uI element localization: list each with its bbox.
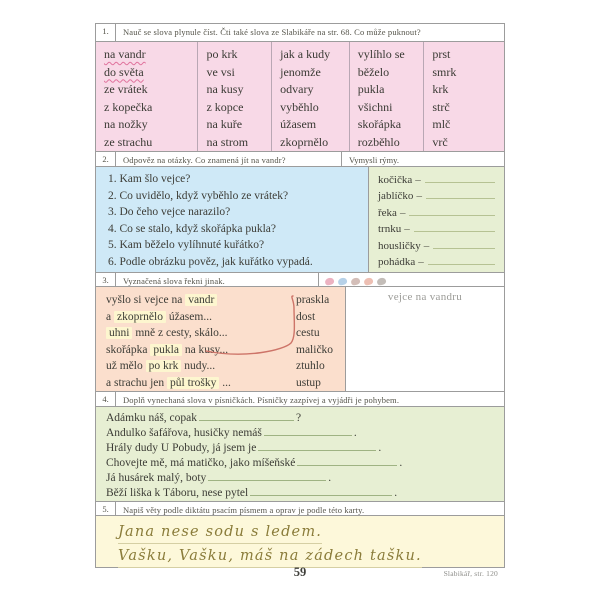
word: na nožky: [104, 117, 148, 131]
section1-instruction: Nauč se slova plynule číst. Čti také slova ze Slabikáře na str. 68. Co může puknout?: [123, 26, 421, 37]
question-item: 6. Podle obrázku pověz, jak kuřátko vypadá.: [108, 255, 313, 268]
answer-line: [426, 188, 495, 199]
highlighted-word: uhni: [106, 327, 132, 339]
dash: –: [399, 206, 406, 219]
word: na kuře: [206, 117, 243, 131]
word: do světa: [104, 64, 144, 79]
word: prst: [432, 47, 451, 61]
song-line: [106, 426, 504, 441]
page-number: 59: [293, 565, 307, 579]
line-text: nudy...: [181, 360, 216, 372]
source-reference: Slabikář, str. 120: [443, 569, 498, 578]
synonym-word: praskla: [296, 294, 330, 306]
word-column-5: [424, 42, 504, 151]
section2-header: [96, 152, 504, 167]
question-item: 1. Kam šlo vejce?: [108, 173, 191, 185]
fill-blank-line: [208, 471, 326, 481]
word: zkoprnělo: [280, 134, 329, 149]
song-text: Hrály dudy U Pobudy, já jsem je: [106, 442, 257, 455]
line-text: už mělo: [106, 360, 146, 372]
line-text: a strachu jen: [106, 376, 167, 389]
song-text: Adámku náš, copak: [106, 412, 198, 424]
question-item: 2. Co uvidělo, když vyběhlo ze vrátek?: [108, 189, 289, 202]
word: vrč: [432, 134, 448, 149]
word: běželo: [357, 64, 390, 79]
section3-content: [96, 287, 504, 392]
handwriting-row: [118, 520, 504, 544]
rhyme-word: trnku: [378, 223, 402, 236]
song-line: [106, 486, 504, 501]
word: jak a kudy: [280, 47, 331, 61]
section2-number: 2.: [96, 152, 116, 166]
answer-line: [409, 205, 495, 216]
rhyme-row: [378, 188, 495, 204]
rhyme-word: housličky: [378, 239, 421, 252]
handwritten-sentence: Jana nese sodu s ledem.: [118, 521, 322, 544]
dash: –: [416, 190, 422, 203]
section5-number: 5.: [96, 502, 116, 515]
song-text: Chovejte mě, má matičko, jako míšeňské: [106, 457, 296, 470]
section4-songs-box: [96, 407, 504, 502]
punctuation: .: [353, 427, 357, 440]
rhyme-row: [378, 254, 495, 270]
word: z kopečka: [104, 99, 153, 114]
punctuation: .: [394, 487, 398, 500]
word: smrk: [432, 64, 457, 79]
dash: –: [415, 174, 421, 186]
line-text: mně z cesty, skálo...: [132, 327, 228, 339]
synonym-answers: [296, 292, 333, 391]
rephrase-box: [96, 287, 346, 391]
rhyme-word: pohádka: [378, 256, 416, 269]
word: na kusy: [206, 82, 244, 96]
word: krk: [432, 82, 449, 96]
drawing-area: [346, 287, 504, 391]
word: vylíhlo se: [357, 47, 405, 61]
question-item: 3. Do čeho vejce narazilo?: [108, 206, 231, 219]
fill-blank-line: [297, 456, 397, 466]
word-column-4: [350, 42, 425, 151]
highlighted-word: pukla: [150, 344, 182, 356]
word: pukla: [357, 82, 385, 96]
word-column-3: [272, 42, 350, 151]
song-text: Já husárek malý, boty: [106, 472, 207, 485]
section4-number: 4.: [96, 392, 116, 406]
section3-header: [96, 273, 504, 287]
rhyme-row: [378, 221, 495, 237]
line-text: vyšlo si vejce na: [106, 294, 186, 306]
song-line: [106, 471, 504, 486]
song-text: Andulko šafářova, husičky nemáš: [106, 427, 262, 440]
word: na strom: [206, 134, 249, 149]
highlighted-word: po krk: [146, 360, 182, 372]
word: všichni: [357, 99, 393, 114]
rhymes-box: [369, 167, 504, 272]
word: úžasem: [280, 117, 317, 131]
question-item: 4. Co se stalo, když skořápka pukla?: [108, 222, 276, 235]
drawing-label: vejce na vandru: [387, 291, 463, 303]
word: ze vrátek: [104, 82, 148, 96]
word: na vandr: [104, 47, 146, 61]
word-column-2: [198, 42, 272, 151]
snail-icon: [324, 276, 335, 285]
song-line: [106, 441, 504, 456]
punctuation: .: [378, 442, 382, 455]
section5-instruction: Napiš věty podle diktátu psacím písmem a oprav je podle této karty.: [123, 504, 365, 515]
rhyme-word: kočička: [378, 174, 413, 186]
synonym-word: ustup: [296, 376, 321, 389]
section3-instruction: Vyznačená slova řekni jinak.: [123, 275, 225, 286]
word: skořápka: [357, 117, 402, 131]
fill-blank-line: [250, 486, 392, 496]
word: po krk: [206, 47, 238, 61]
snail-icon: [376, 276, 387, 285]
word: jenomže: [280, 64, 321, 79]
snail-icon: [363, 276, 374, 285]
highlighted-word: půl trošky: [167, 377, 219, 389]
answer-line: [428, 254, 495, 265]
word: strč: [432, 99, 450, 114]
fill-blank-line: [258, 441, 376, 451]
line-text: úžasem...: [165, 310, 212, 323]
word: z kopce: [206, 99, 244, 114]
rhyme-row: [378, 205, 495, 221]
dash: –: [423, 239, 430, 252]
punctuation: ?: [296, 412, 302, 424]
section4-header: [96, 392, 504, 407]
song-line: [106, 456, 504, 471]
questions-box: [96, 167, 369, 272]
answer-line: [414, 221, 495, 232]
punctuation: .: [328, 472, 332, 485]
fill-blank-line: [264, 426, 352, 436]
synonym-word: ztuhlo: [296, 360, 325, 372]
word: ve vsi: [206, 64, 235, 79]
rhyme-word: jablíčko: [378, 190, 414, 203]
section2-right-header: Vymysli rýmy.: [341, 152, 504, 166]
song-text: Běží liška k Táboru, nese pytel: [106, 487, 249, 500]
snail-icon: [337, 276, 348, 285]
word: ze strachu: [104, 134, 153, 149]
synonym-word: dost: [296, 310, 316, 323]
synonym-word: cestu: [296, 327, 320, 339]
song-line: [106, 411, 504, 426]
section3-number: 3.: [96, 273, 116, 286]
word: odvary: [280, 82, 314, 96]
synonym-word: maličko: [296, 343, 334, 356]
highlighted-word: vandr: [185, 294, 217, 306]
rhyme-row: [378, 172, 495, 188]
section1-word-grid: [96, 42, 504, 152]
line-text: ...: [219, 376, 231, 389]
line-text: na kusy...: [181, 343, 229, 356]
line-text: skořápka: [106, 343, 151, 356]
word: vyběhlo: [280, 99, 319, 114]
word-column-1: [96, 42, 198, 151]
section4-instruction: Doplň vynechaná slova v písničkách. Písničky zazpívej a vyjádři je pohybem.: [123, 394, 400, 405]
dash: –: [418, 256, 424, 269]
handwritten-sentence: Vašku, Vašku, máš na zádech tašku.: [118, 545, 422, 568]
worksheet-table: [95, 23, 505, 568]
highlighted-word: zkoprnělo: [114, 311, 166, 323]
rhyme-word: řeka: [378, 206, 397, 219]
section1-header: [96, 24, 504, 42]
answer-line: [433, 238, 495, 249]
decoration-strip: [318, 273, 504, 286]
section5-header: [96, 502, 504, 516]
word: mlč: [432, 117, 451, 131]
section2-content: [96, 167, 504, 273]
dash: –: [404, 223, 410, 236]
answer-line: [425, 172, 495, 183]
snail-icon: [350, 276, 361, 285]
section2-instruction: Odpověz na otázky. Co znamená jít na vandr?: [123, 154, 286, 165]
fill-blank-line: [199, 411, 294, 421]
line-text: a: [106, 310, 114, 323]
word: rozběhlo: [357, 134, 400, 149]
rhyme-row: [378, 238, 495, 254]
section5-dictation-box: [96, 516, 504, 567]
punctuation: .: [399, 457, 403, 470]
section1-number: 1.: [96, 24, 116, 41]
question-item: 5. Kam běželo vylíhnuté kuřátko?: [108, 239, 265, 252]
